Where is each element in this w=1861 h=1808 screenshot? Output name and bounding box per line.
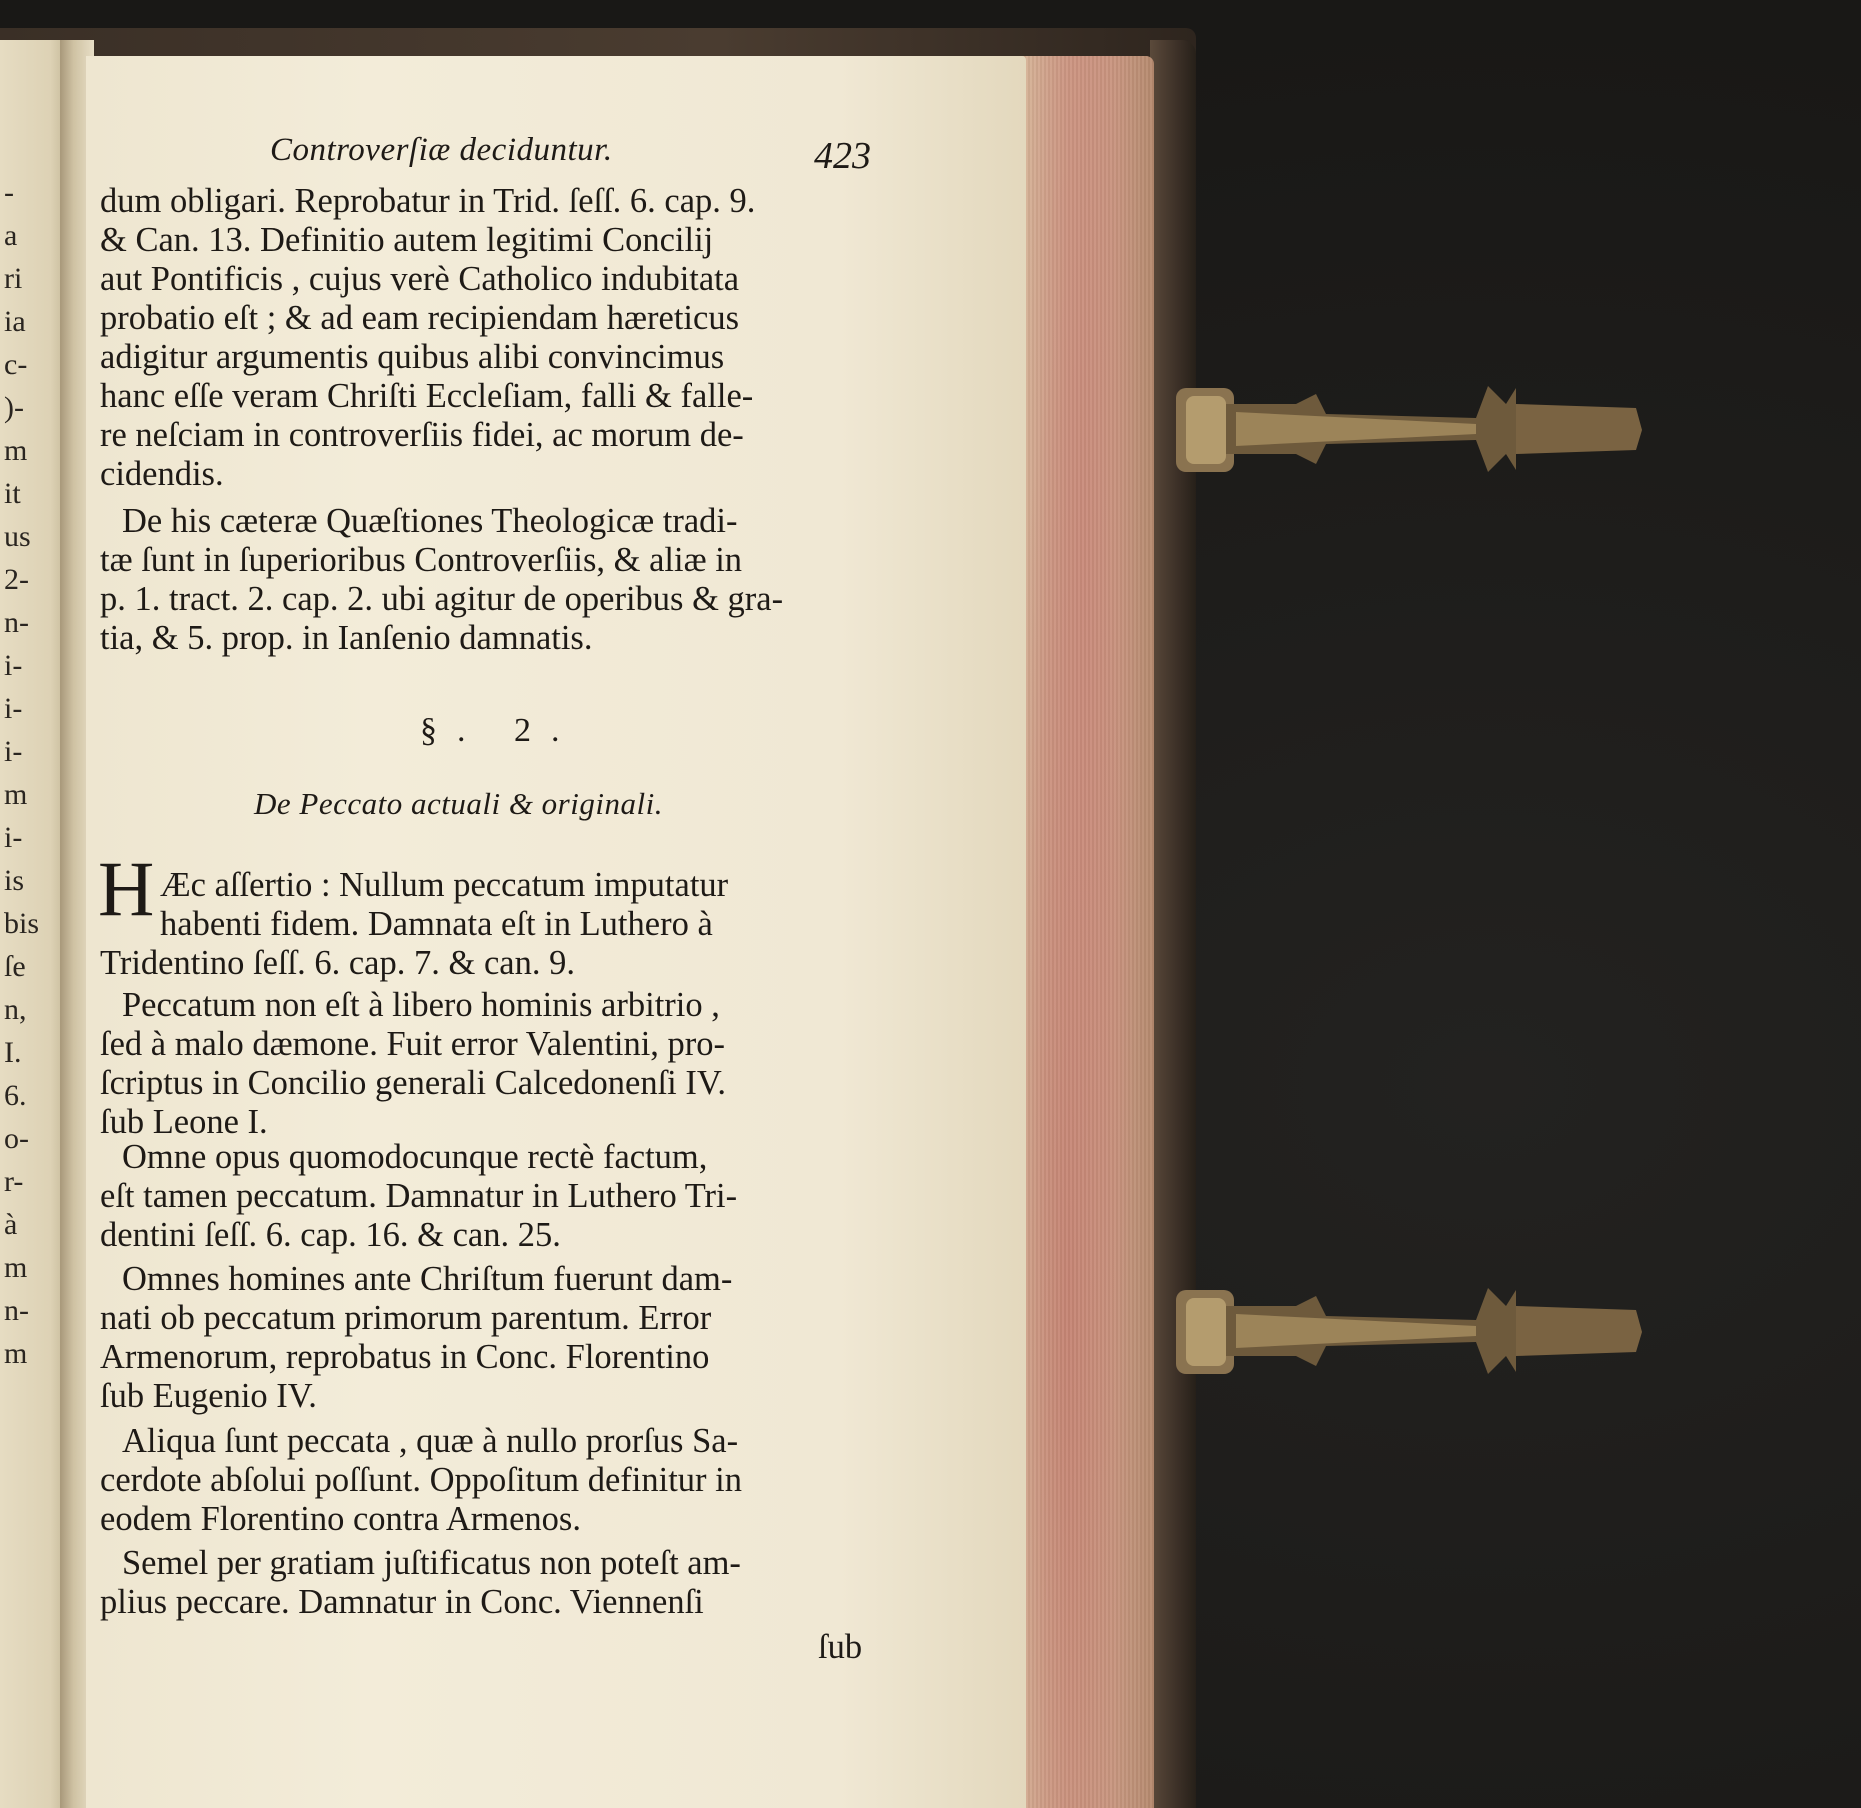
text-line: eodem Florentino contra Armenos. [100, 1500, 581, 1538]
text-line: Armenorum, reprobatus in Conc. Florentino [100, 1338, 710, 1376]
left-page-fragment: o- [4, 1122, 29, 1155]
page-fore-edge [1012, 56, 1154, 1808]
text-line: Aliqua ſunt peccata , quæ à nullo prorſus Sa- [122, 1422, 739, 1460]
text-line: tæ ſunt in ſuperioribus Controverſiis, & aliæ in [100, 541, 743, 579]
text-line: cerdote abſolui poſſunt. Oppoſitum definitur in [100, 1461, 742, 1499]
text-line: eſt tamen peccatum. Damnatur in Luthero Tri- [100, 1177, 738, 1215]
left-page-fragment: n- [4, 606, 29, 639]
text-line: nati ob peccatum primorum parentum. Error [100, 1299, 712, 1337]
section-title: De Peccato actuali & originali. [254, 786, 663, 821]
text-line: aut Pontificis , cujus verè Catholico indubitata [100, 260, 740, 298]
text-line: p. 1. tract. 2. cap. 2. ubi agitur de operibus & gra- [100, 580, 784, 618]
left-page-fragment: bis [4, 907, 40, 940]
left-page-fragment: it [4, 477, 21, 510]
text-line: tia, & 5. prop. in Ianſenio damnatis. [100, 619, 593, 657]
drop-cap: H [98, 845, 155, 932]
left-page-fragment: r- [4, 1165, 24, 1198]
text-line: De his cæteræ Quæſtiones Theologicæ tradi- [122, 502, 738, 540]
text-line: cidendis. [100, 455, 224, 493]
text-line: adigitur argumentis quibus alibi convincimus [100, 338, 725, 376]
left-page-fragment: us [4, 520, 31, 553]
text-line: Tridentino ſeſſ. 6. cap. 7. & can. 9. [100, 944, 575, 982]
text-line: re neſciam in controverſiis fidei, ac morum de- [100, 416, 744, 454]
left-page-fragment: ſe [4, 950, 26, 983]
text-line: ſed à malo dæmone. Fuit error Valentini, pro- [100, 1025, 726, 1063]
left-page-fragment: i- [4, 821, 23, 854]
left-page-fragment: is [4, 864, 25, 897]
left-page-fragment: - [4, 176, 14, 209]
text-line: Peccatum non eſt à libero hominis arbitrio , [122, 986, 720, 1024]
text-line: ſub Leone I. [100, 1103, 268, 1141]
text-line: dentini ſeſſ. 6. cap. 16. & can. 25. [100, 1216, 561, 1254]
left-page-fragment: m [4, 1251, 28, 1284]
text-line: & Can. 13. Definitio autem legitimi Concilij [100, 221, 714, 259]
left-page-fragment: n, [4, 993, 27, 1026]
left-page-fragment: )- [4, 391, 24, 424]
top-clasp-icon [1176, 374, 1666, 494]
bottom-clasp-icon [1176, 1276, 1666, 1396]
left-page-fragment: i- [4, 692, 23, 725]
text-line: Omne opus quomodocunque rectè factum, [122, 1138, 708, 1176]
left-page-fragment: m [4, 434, 28, 467]
left-page-fragment: à [4, 1208, 18, 1241]
left-page-fragment: m [4, 778, 28, 811]
text-line: plius peccare. Damnatur in Conc. Viennenſi [100, 1583, 704, 1621]
left-page-fragment: 6. [4, 1079, 27, 1112]
text-line: Semel per gratiam juſtificatus non poteſt am- [122, 1544, 741, 1582]
left-page-fragment: m [4, 1337, 28, 1370]
text-line: Æc aſſertio : Nullum peccatum imputatur [160, 866, 729, 904]
catchword: ſub [818, 1628, 863, 1666]
cover-edge [1150, 40, 1196, 1808]
section-mark: §. 2. [420, 712, 580, 749]
text-line: probatio eſt ; & ad eam recipiendam hæreticus [100, 299, 739, 337]
left-page-fragment: c- [4, 348, 28, 381]
left-page-fragment: n- [4, 1294, 29, 1327]
left-page-fragment: i- [4, 649, 23, 682]
text-line: ſcriptus in Concilio generali Calcedonenſi IV. [100, 1064, 726, 1102]
left-page-fragment: ri [4, 262, 23, 295]
text-line: ſub Eugenio IV. [100, 1377, 317, 1415]
text-line: dum obligari. Reprobatur in Trid. ſeſſ. 6. cap. 9. [100, 182, 756, 220]
left-page-fragment: a [4, 219, 18, 252]
running-head: Controverſiæ deciduntur. [270, 132, 613, 168]
page-number: 423 [814, 135, 871, 177]
left-page-fragment: i- [4, 735, 23, 768]
text-line: hanc eſſe veram Chriſti Eccleſiam, falli & falle- [100, 377, 754, 415]
left-page-fragment: ia [4, 305, 26, 338]
left-page-fragment: 2- [4, 563, 29, 596]
text-line: Omnes homines ante Chriſtum fuerunt dam- [122, 1260, 733, 1298]
text-line: habenti fidem. Damnata eſt in Luthero à [160, 905, 713, 943]
left-page-fragment: I. [4, 1036, 22, 1069]
